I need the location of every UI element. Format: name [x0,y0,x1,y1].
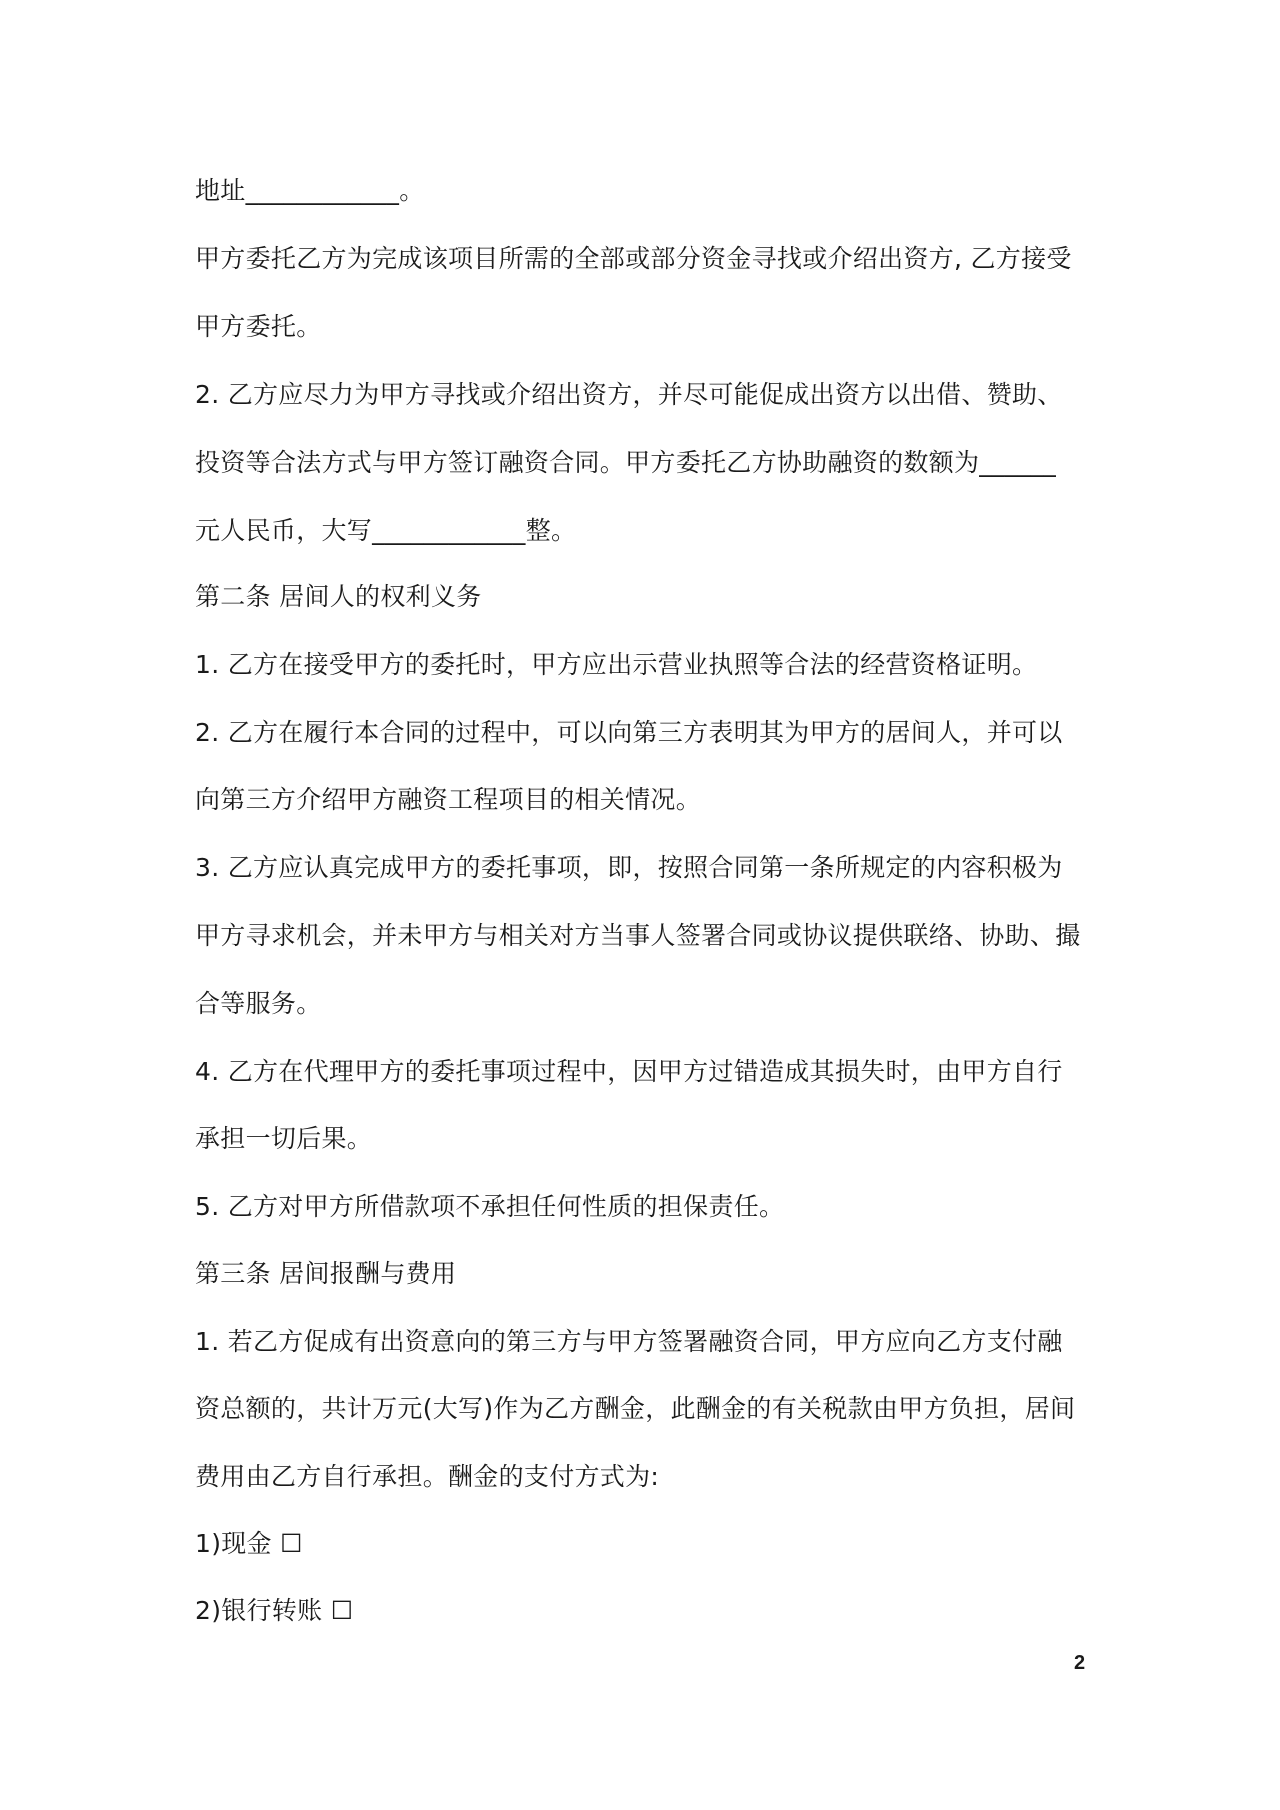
paragraph-line: 2. 乙方应尽力为甲方寻找或介绍出资方，并尽可能促成出资方以出借、赞助、 [195,380,1063,409]
paragraph-line: 元人民币，大写____________整。 [195,516,577,545]
section-heading: 第三条 居间报酬与费用 [195,1259,457,1288]
paragraph-line: 向第三方介绍甲方融资工程项目的相关情况。 [195,785,702,814]
paragraph-line: 合等服务。 [195,989,322,1018]
page-number: 2 [1074,1652,1086,1674]
paragraph-line: 4. 乙方在代理甲方的委托事项过程中，因甲方过错造成其损失时，由甲方自行 [195,1057,1063,1086]
payment-option-bank-transfer: 2)银行转账 ☐ [195,1596,354,1625]
paragraph-line: 2. 乙方在履行本合同的过程中，可以向第三方表明其为甲方的居间人，并可以 [195,718,1063,747]
paragraph-line: 投资等合法方式与甲方签订融资合同。甲方委托乙方协助融资的数额为______ [195,448,1057,477]
section-heading: 第二条 居间人的权利义务 [195,582,482,611]
paragraph-line: 甲方委托。 [195,312,322,341]
address-line: 地址____________。 [195,176,425,205]
paragraph-line: 甲方寻求机会，并未甲方与相关对方当事人签署合同或协议提供联络、协助、撮 [195,921,1081,950]
payment-option-cash: 1)现金 ☐ [195,1529,303,1558]
paragraph-line: 1. 乙方在接受甲方的委托时，甲方应出示营业执照等合法的经营资格证明。 [195,650,1038,679]
paragraph-line: 承担一切后果。 [195,1124,373,1153]
paragraph-line: 甲方委托乙方为完成该项目所需的全部或部分资金寻找或介绍出资方, 乙方接受 [195,244,1072,273]
paragraph-line: 5. 乙方对甲方所借款项不承担任何性质的担保责任。 [195,1192,785,1221]
paragraph-line: 3. 乙方应认真完成甲方的委托事项，即，按照合同第一条所规定的内容积极为 [195,853,1063,882]
paragraph-line: 资总额的，共计万元(大写)作为乙方酬金，此酬金的有关税款由甲方负担，居间 [195,1394,1076,1423]
paragraph-line: 1. 若乙方促成有出资意向的第三方与甲方签署融资合同，甲方应向乙方支付融 [195,1327,1063,1356]
paragraph-line: 费用由乙方自行承担。酬金的支付方式为: [195,1462,660,1491]
